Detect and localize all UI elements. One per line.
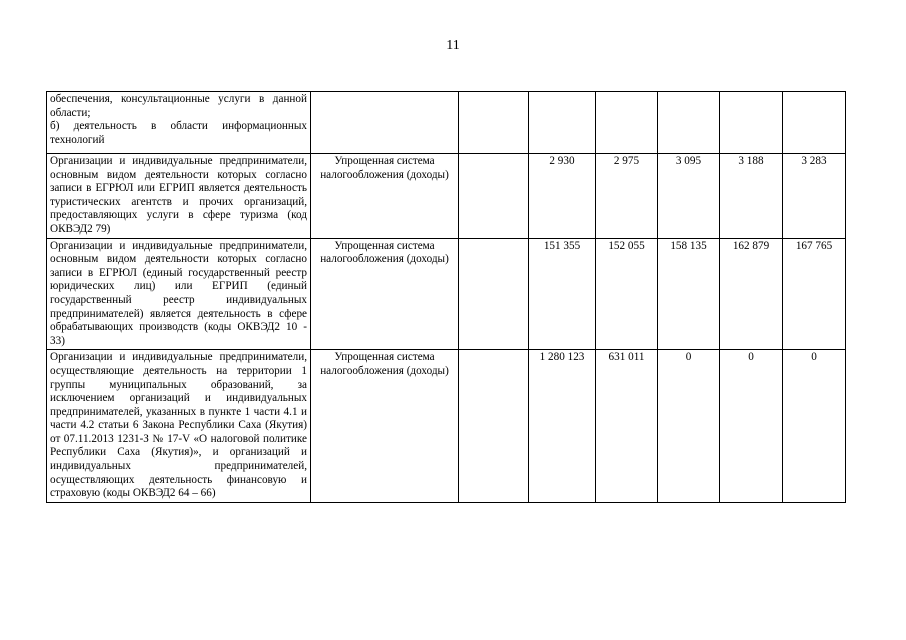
value-cell: 152 055 (596, 238, 658, 350)
value-cell (783, 92, 846, 154)
value-cell: 0 (720, 350, 783, 503)
description-cell (47, 92, 311, 154)
value-cell: 1 280 123 (529, 350, 596, 503)
description-line: Организации и индивидуальные предприниматели, основным видом деятельности которых согласно записи в ЕГРЮЛ или ЕГРИП является деятельность туристических агентств и прочих организаций, предоставляющих услуги в сфере туризма (код ОКВЭД2 79) (50, 155, 307, 235)
value-cell: 631 011 (596, 350, 658, 503)
tax-regime-cell: Упрощенная система налогообложения (доходы) (311, 350, 459, 503)
code-cell (459, 154, 529, 239)
tax-benefits-table (46, 91, 846, 503)
value-cell: 3 188 (720, 154, 783, 239)
table-row (47, 238, 846, 350)
value-cell: 162 879 (720, 238, 783, 350)
description-line: обеспечения, консультационные услуги в данной области; (50, 93, 307, 119)
value-cell: 3 283 (783, 154, 846, 239)
tax-regime-cell: Упрощенная система налогообложения (доходы) (311, 238, 459, 350)
table-row (47, 92, 846, 154)
description-cell (47, 154, 311, 239)
table-body (47, 92, 846, 503)
value-cell (596, 92, 658, 154)
value-cell: 2 975 (596, 154, 658, 239)
table-row (47, 350, 846, 503)
code-cell (459, 350, 529, 503)
description-line: б) деятельность в области информационных технологий (50, 120, 307, 146)
description-line: Организации и индивидуальные предприниматели, основным видом деятельности которых согласно записи в ЕГРЮЛ (единый государственный реестр юридических лиц) или ЕГРИП (единый государственный реестр индивидуальных предпринимателей) является деятельность в сфере обрабатывающих производств (коды ОКВЭД2 10 - 33) (50, 239, 307, 347)
value-cell: 151 355 (529, 238, 596, 350)
value-cell: 0 (658, 350, 720, 503)
code-cell (459, 92, 529, 154)
table-row (47, 154, 846, 239)
value-cell (529, 92, 596, 154)
page-number: 11 (446, 38, 460, 53)
value-cell (658, 92, 720, 154)
tax-regime-cell: Упрощенная система налогообложения (доходы) (311, 154, 459, 239)
tax-regime-cell (311, 92, 459, 154)
value-cell: 2 930 (529, 154, 596, 239)
value-cell: 158 135 (658, 238, 720, 350)
code-cell (459, 238, 529, 350)
value-cell (720, 92, 783, 154)
description-cell (47, 238, 311, 350)
description-cell (47, 350, 311, 503)
value-cell: 3 095 (658, 154, 720, 239)
value-cell: 167 765 (783, 238, 846, 350)
description-line: Организации и индивидуальные предприниматели, осуществляющие деятельность на территории 1 группы муниципальных образований, за исключением организаций и индивидуальных предпринимателей, указанных в пункте 1 части 4.1 и части 4.2 статьи 6 Закона Республики Саха (Якутия) от 07.11.2013 1231-З № 17-V «О налоговой политике Республики Саха (Якутия)», и организаций и индивидуальных предпринимателей, осуществляющих деятельность финансовую и страховую (коды ОКВЭД2 64 – 66) (50, 351, 307, 500)
value-cell: 0 (783, 350, 846, 503)
